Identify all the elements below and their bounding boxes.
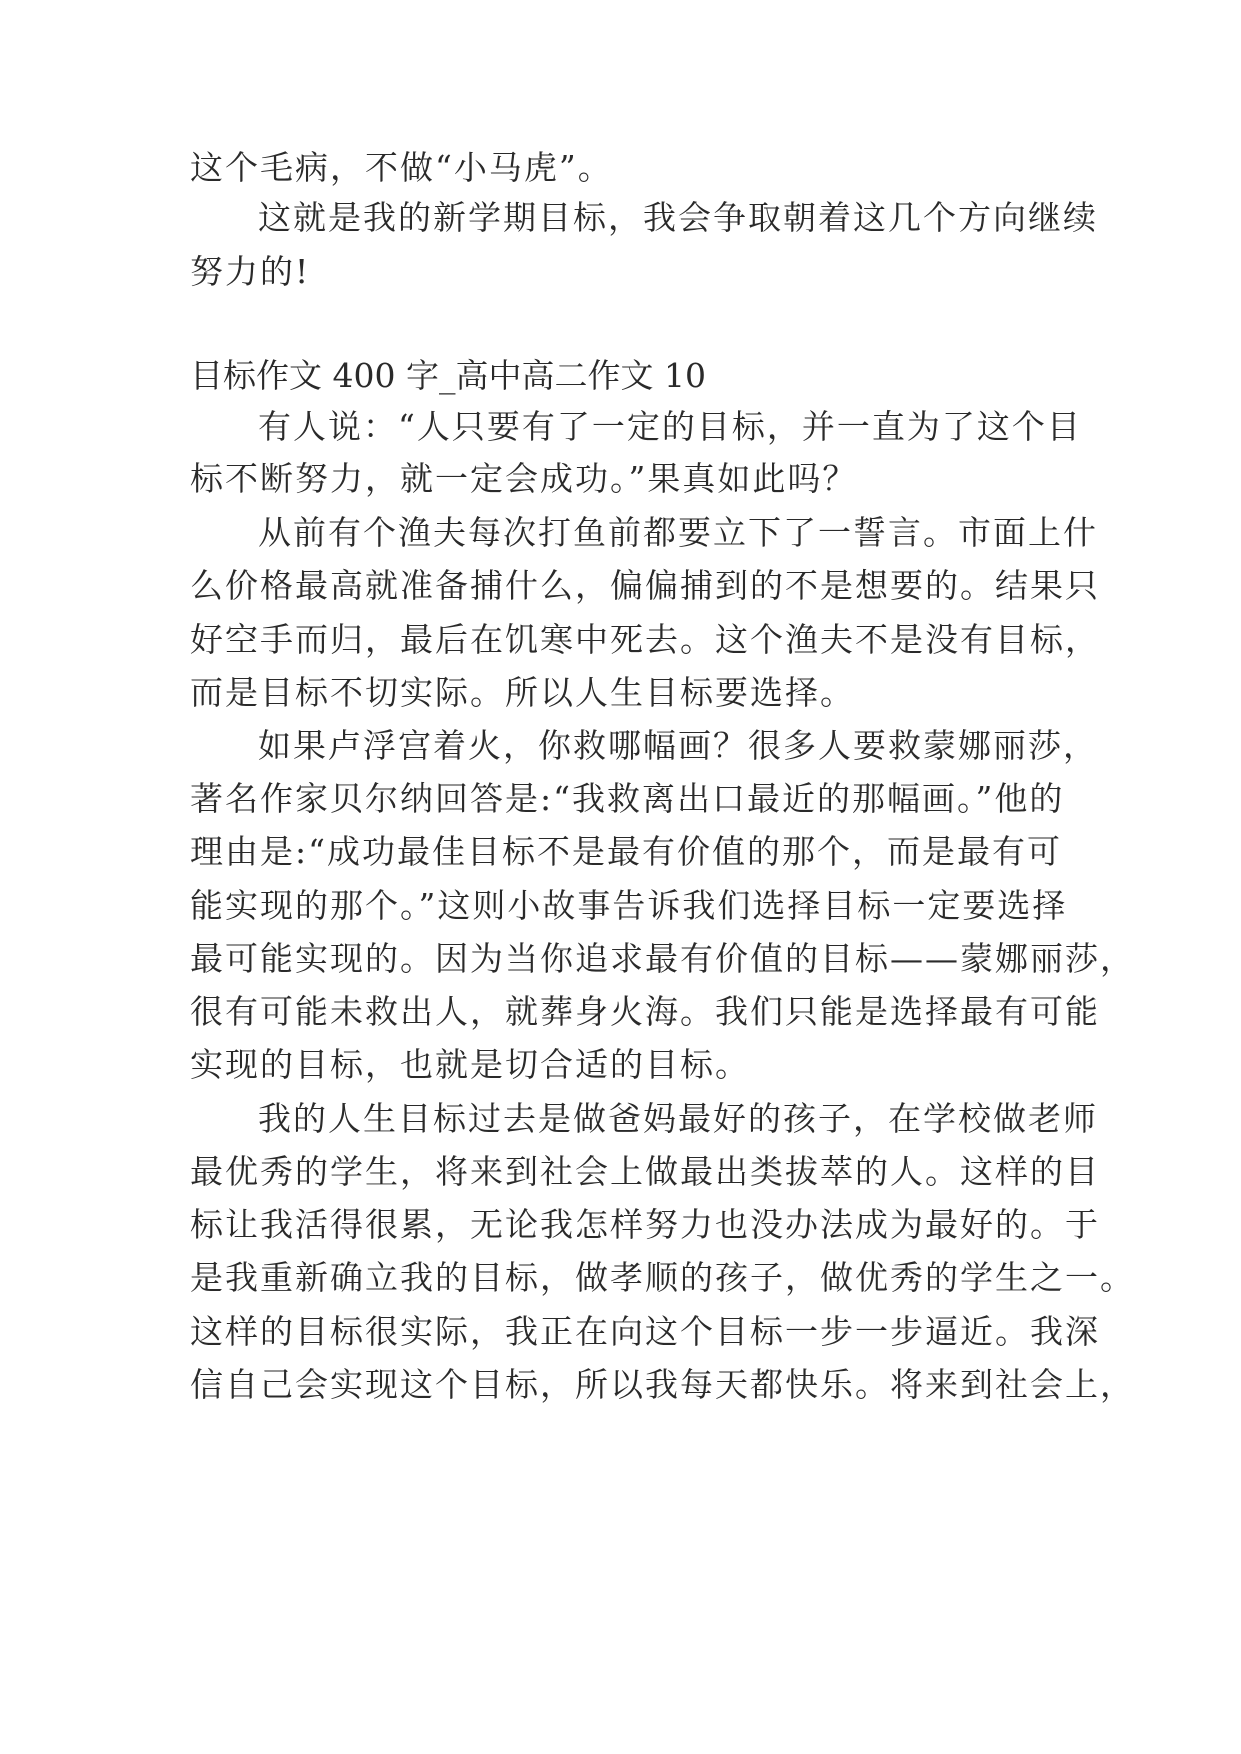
text-line: 信自己会实现这个目标，所以我每天都快乐。将来到社会上，	[190, 1365, 1135, 1404]
paragraph-first-line: 从前有个渔夫每次打鱼前都要立下了一誓言。市面上什	[258, 513, 1098, 552]
text-line: 这样的目标很实际，我正在向这个目标一步一步逼近。我深	[190, 1312, 1100, 1351]
text-line: 是我重新确立我的目标，做孝顺的孩子，做优秀的学生之一。	[190, 1258, 1135, 1297]
text-line: 实现的目标，也就是切合适的目标。	[190, 1045, 750, 1084]
paragraph-first-line: 我的人生目标过去是做爸妈最好的孩子，在学校做老师	[258, 1099, 1098, 1138]
paragraph-first-line: 这就是我的新学期目标，我会争取朝着这几个方向继续	[258, 198, 1098, 237]
text-line: 著名作家贝尔纳回答是:“我救离出口最近的那幅画。”他的	[190, 779, 1065, 818]
text-line: 么价格最高就准备捕什么，偏偏捕到的不是想要的。结果只	[190, 566, 1100, 605]
text-line: 标让我活得很累，无论我怎样努力也没办法成为最好的。于	[190, 1205, 1100, 1244]
text-line: 最优秀的学生，将来到社会上做最出类拔萃的人。这样的目	[190, 1152, 1100, 1191]
text-line: 这个毛病，不做“小马虎”。	[190, 148, 613, 187]
text-line: 最可能实现的。因为当你追求最有价值的目标——蒙娜丽莎，	[190, 939, 1135, 978]
text-line: 标不断努力，就一定会成功。”果真如此吗？	[190, 459, 858, 498]
text-line: 努力的!	[190, 252, 311, 291]
paragraph-first-line: 如果卢浮宫着火，你救哪幅画？很多人要救蒙娜丽莎，	[258, 726, 1098, 765]
text-line: 而是目标不切实际。所以人生目标要选择。	[190, 673, 855, 712]
paragraph-first-line: 有人说：“人只要有了一定的目标，并一直为了这个目	[258, 407, 1082, 446]
section-heading: 目标作文 400 字_高中高二作文 10	[190, 356, 706, 395]
text-line: 理由是:“成功最佳目标不是最有价值的那个，而是最有可	[190, 832, 1062, 871]
text-line: 能实现的那个。”这则小故事告诉我们选择目标一定要选择	[190, 886, 1068, 925]
text-line: 很有可能未救出人，就葬身火海。我们只能是选择最有可能	[190, 992, 1100, 1031]
text-line: 好空手而归，最后在饥寒中死去。这个渔夫不是没有目标，	[190, 620, 1100, 659]
